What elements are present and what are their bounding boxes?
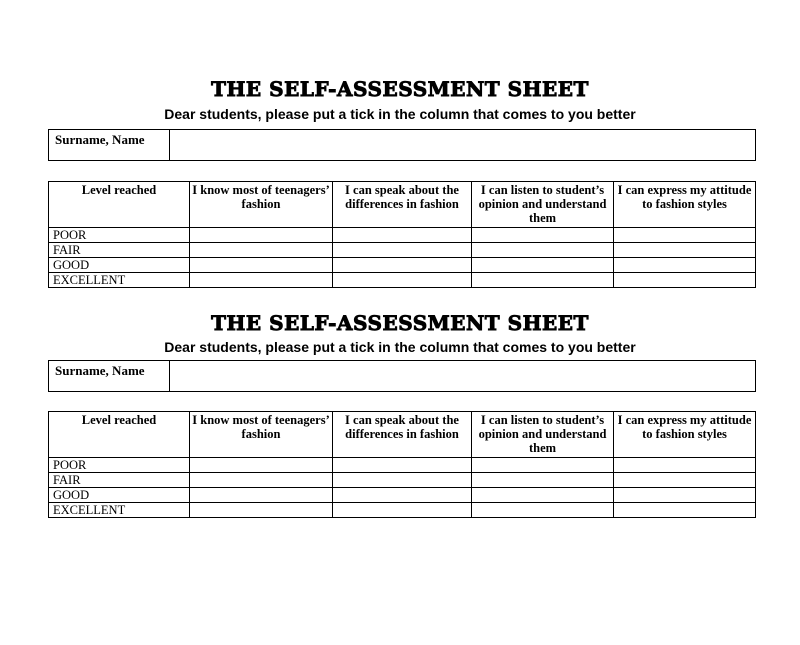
table-row-poor <box>49 458 756 473</box>
tick-cell[interactable] <box>472 488 614 503</box>
document-page <box>0 79 800 645</box>
column-header-speak-differences: I can speak about the differences in fashion <box>333 412 472 458</box>
header-row <box>49 182 756 228</box>
surname-label: Surname, Name <box>49 361 170 392</box>
tick-cell[interactable] <box>333 458 472 473</box>
assessment-block-1 <box>0 79 800 288</box>
tick-cell[interactable] <box>614 473 756 488</box>
column-header-express-attitude: I can express my attitude to fashion styles <box>614 412 756 458</box>
column-header-know-fashion: I know most of teenagers’ fashion <box>190 412 333 458</box>
instruction-text: Dear students, please put a tick in the column that comes to you better <box>164 339 636 355</box>
tick-cell[interactable] <box>614 458 756 473</box>
table-row-excellent <box>49 273 756 288</box>
tick-cell[interactable] <box>333 488 472 503</box>
tick-cell[interactable] <box>472 243 614 258</box>
name-table <box>48 360 756 392</box>
column-header-listen-opinion: I can listen to student’s opinion and understand them <box>472 182 614 228</box>
level-label: EXCELLENT <box>49 503 190 518</box>
tick-cell[interactable] <box>614 488 756 503</box>
tick-cell[interactable] <box>333 273 472 288</box>
level-label: GOOD <box>49 488 190 503</box>
level-label: GOOD <box>49 258 190 273</box>
assessment-block-2 <box>0 313 800 518</box>
column-header-level: Level reached <box>49 182 190 228</box>
tick-cell[interactable] <box>472 273 614 288</box>
tick-cell[interactable] <box>472 458 614 473</box>
tick-cell[interactable] <box>190 473 333 488</box>
tick-cell[interactable] <box>614 273 756 288</box>
tick-cell[interactable] <box>190 488 333 503</box>
table-row-good <box>49 258 756 273</box>
assessment-table <box>48 411 756 518</box>
tick-cell[interactable] <box>614 258 756 273</box>
page-title: THE SELF-ASSESSMENT SHEET <box>211 77 589 101</box>
tick-cell[interactable] <box>614 228 756 243</box>
tick-cell[interactable] <box>472 503 614 518</box>
surname-input-cell[interactable] <box>170 361 756 392</box>
table-row-poor <box>49 228 756 243</box>
column-header-express-attitude: I can express my attitude to fashion styles <box>614 182 756 228</box>
name-row <box>49 130 756 161</box>
level-label: POOR <box>49 458 190 473</box>
column-header-speak-differences: I can speak about the differences in fashion <box>333 182 472 228</box>
column-header-listen-opinion: I can listen to student’s opinion and understand them <box>472 412 614 458</box>
instruction-text: Dear students, please put a tick in the column that comes to you better <box>164 106 636 122</box>
tick-cell[interactable] <box>472 473 614 488</box>
tick-cell[interactable] <box>190 458 333 473</box>
name-table <box>48 129 756 161</box>
tick-cell[interactable] <box>614 243 756 258</box>
level-label: EXCELLENT <box>49 273 190 288</box>
tick-cell[interactable] <box>472 228 614 243</box>
name-row <box>49 361 756 392</box>
table-row-excellent <box>49 503 756 518</box>
tick-cell[interactable] <box>614 503 756 518</box>
surname-label: Surname, Name <box>49 130 170 161</box>
table-row-good <box>49 488 756 503</box>
header-row <box>49 412 756 458</box>
tick-cell[interactable] <box>333 228 472 243</box>
level-label: FAIR <box>49 473 190 488</box>
tick-cell[interactable] <box>472 258 614 273</box>
tick-cell[interactable] <box>333 258 472 273</box>
tick-cell[interactable] <box>190 503 333 518</box>
page-title: THE SELF-ASSESSMENT SHEET <box>211 311 589 335</box>
tick-cell[interactable] <box>190 243 333 258</box>
table-row-fair <box>49 473 756 488</box>
tick-cell[interactable] <box>190 273 333 288</box>
assessment-table <box>48 181 756 288</box>
level-label: FAIR <box>49 243 190 258</box>
tick-cell[interactable] <box>333 473 472 488</box>
surname-input-cell[interactable] <box>170 130 756 161</box>
level-label: POOR <box>49 228 190 243</box>
table-row-fair <box>49 243 756 258</box>
tick-cell[interactable] <box>190 258 333 273</box>
column-header-know-fashion: I know most of teenagers’ fashion <box>190 182 333 228</box>
tick-cell[interactable] <box>333 243 472 258</box>
column-header-level: Level reached <box>49 412 190 458</box>
tick-cell[interactable] <box>190 228 333 243</box>
tick-cell[interactable] <box>333 503 472 518</box>
